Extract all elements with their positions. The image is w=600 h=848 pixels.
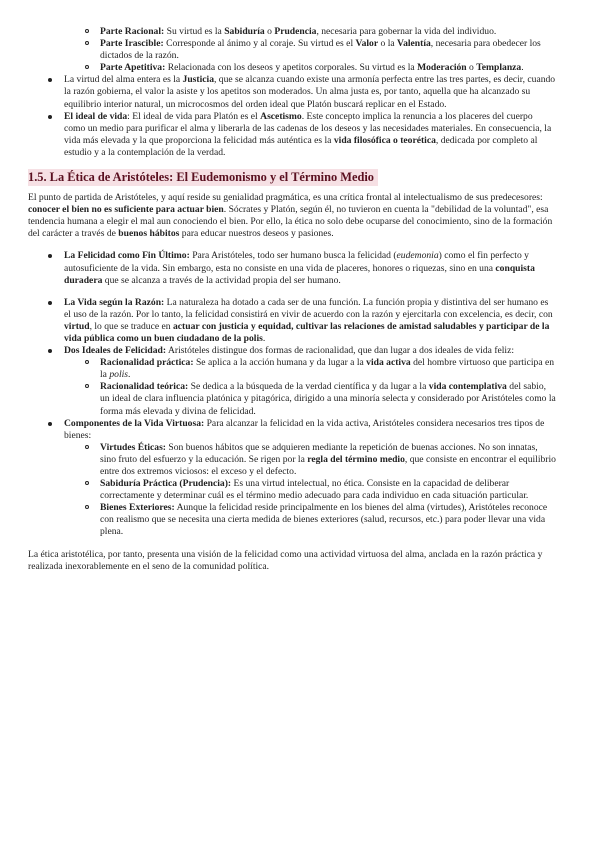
racionalidad-list — [64, 357, 556, 417]
list-item: Sabiduría Práctica (Prudencia): Es una virtud intelectual, no ética. Consiste en la capacidad de deliberar correctamente y determinar cuál es el término medio adecuado para cada individuo en cada situación particular. — [64, 478, 556, 502]
list-item: La Felicidad como Fin Último: Para Aristóteles, todo ser humano busca la felicidad (eudemonia) como el fin perfecto y autosuficiente de la vida. Sin embargo, esta no consiste en una vida de placeres, honores o riquezas, sino en una conquista duradera que se alcanza a través de la actividad propia del ser humano. — [28, 250, 556, 286]
aristotle-main-list — [28, 297, 556, 539]
section-heading: 1.5. La Ética de Aristóteles: El Eudemonismo y el Término Medio — [28, 169, 378, 186]
bienes-list — [64, 442, 556, 539]
list-item: Componentes de la Vida Virtuosa: Para alcanzar la felicidad en la vida activa, Aristóteles considera necesarios tres tipos de bienes: Virtudes Éticas: Son buenos hábitos que se adquieren mediante la repetición de buenas acciones. No son innatas, sino fruto del esfuerzo y la educación. Se rigen por la regla del término medio, que consiste en encontrar el equilibrio entre dos extremos viciosos: el exceso y el defecto. Sabiduría Práctica (Prudencia): Es una virtud intelectual, no ética. Consiste en la capacidad de deliberar correctamente y determinar cuál es el término medio adecuado para cada individuo en cada situación particular. Bienes Exteriores: Aunque la felicidad reside principalmente en los bienes del alma (virtudes), Aristóteles reconoce con realismo que se necesita una cierta medida de bienes exteriores (salud, recursos, etc.) para poder llevar una vida plena. — [28, 418, 556, 539]
list-item: El ideal de vida: El ideal de vida para Platón es el Ascetismo. Este concepto implica la renuncia a los placeres del cuerpo como un medio para purificar el alma y liberarla de las cadenas de los deseos y las necesidades materiales. En consecuencia, la vida más elevada y la que proporciona la felicidad más auténtica es la vida filosófica o teorética, dedicada por completo al estudio y a la contemplación de la verdad. — [28, 111, 556, 159]
list-item: Parte Apetitiva: Relacionada con los deseos y apetitos corporales. Su virtud es la Moderación o Templanza. — [28, 62, 556, 74]
list-item: Racionalidad teórica: Se dedica a la búsqueda de la verdad científica y da lugar a la vida contemplativa del sabio, un ideal de clara influencia platónica y pitagórica, dirigido a una minoría selecta y considerado por Aristóteles como la forma más elevada y divina de felicidad. — [64, 381, 556, 417]
list-item: Bienes Exteriores: Aunque la felicidad reside principalmente en los bienes del alma (virtudes), Aristóteles reconoce con realismo que se necesita una cierta medida de bienes exteriores (salud, recursos, etc.) para poder llevar una vida plena. — [64, 502, 556, 538]
aristotle-felicidad-list — [28, 250, 556, 286]
list-item: La virtud del alma entera es la Justicia, que se alcanza cuando existe una armonía perfecta entre las tres partes, es decir, cuando la razón gobierna, el valor la asiste y los apetitos son moderados. Un alma justa es, por tanto, aquella que ha alcanzado su equilibrio interior natural, un microcosmos del orden ideal que Platón buscará replicar en el Estado. — [28, 74, 556, 110]
soul-parts-list — [28, 26, 556, 74]
list-item: Racionalidad práctica: Se aplica a la acción humana y da lugar a la vida activa del hombre virtuoso que participa en la polis. — [64, 357, 556, 381]
list-item: La Vida según la Razón: La naturaleza ha dotado a cada ser de una función. La función propia y distintiva del ser humano es el uso de la razón. Por lo tanto, la felicidad consistirá en vivir de acuerdo con la razón y ejercitarla con excelencia, es decir, con virtud, lo que se traduce en actuar con justicia y equidad, cultivar las relaciones de amistad saludables y participar de la vida pública como un buen ciudadano de la polis. — [28, 297, 556, 345]
list-item: Virtudes Éticas: Son buenos hábitos que se adquieren mediante la repetición de buenas acciones. No son innatas, sino fruto del esfuerzo y la educación. Se rigen por la regla del término medio, que consiste en encontrar el equilibrio entre dos extremos viciosos: el exceso y el defecto. — [64, 442, 556, 478]
list-item: Parte Racional: Su virtud es la Sabiduría o Prudencia, necesaria para gobernar la vida del individuo. — [28, 26, 556, 38]
list-item: Parte Irascible: Corresponde al ánimo y al coraje. Su virtud es el Valor o la Valentía, necesaria para obedecer los dictados de la razón. — [28, 38, 556, 62]
intro-paragraph: El punto de partida de Aristóteles, y aquí reside su genialidad pragmática, es una crítica frontal al intelectualismo de sus predecesores: conocer el bien no es suficiente para actuar bien. Sócrates y Platón, según él, no tuvieron en cuenta la "debilidad de la voluntad", esa tendencia humana a elegir el mal aun conociendo el bien. Por ello, la ética no solo debe ocuparse del conocimiento, sino de la formación del carácter a través de buenos hábitos para educar nuestros deseos y pasiones. — [28, 192, 553, 240]
conclusion-paragraph: La ética aristotélica, por tanto, presenta una visión de la felicidad como una actividad virtuosa del alma, anclada en la razón práctica y realizada inexorablemente en el seno de la comunidad política. — [28, 548, 543, 572]
list-item: Dos Ideales de Felicidad: Aristóteles distingue dos formas de racionalidad, que dan lugar a dos ideales de vida feliz: Racionalidad práctica: Se aplica a la acción humana y da lugar a la vida activa del hombre virtuoso que participa en la polis. Racionalidad teórica: Se dedica a la búsqueda de la verdad científica y da lugar a la vida contemplativa del sabio, un ideal de clara influencia platónica y pitagórica, dirigido a una minoría selecta y considerado por Aristóteles como la forma más elevada y divina de felicidad. — [28, 345, 556, 418]
plato-summary-list — [28, 74, 556, 159]
